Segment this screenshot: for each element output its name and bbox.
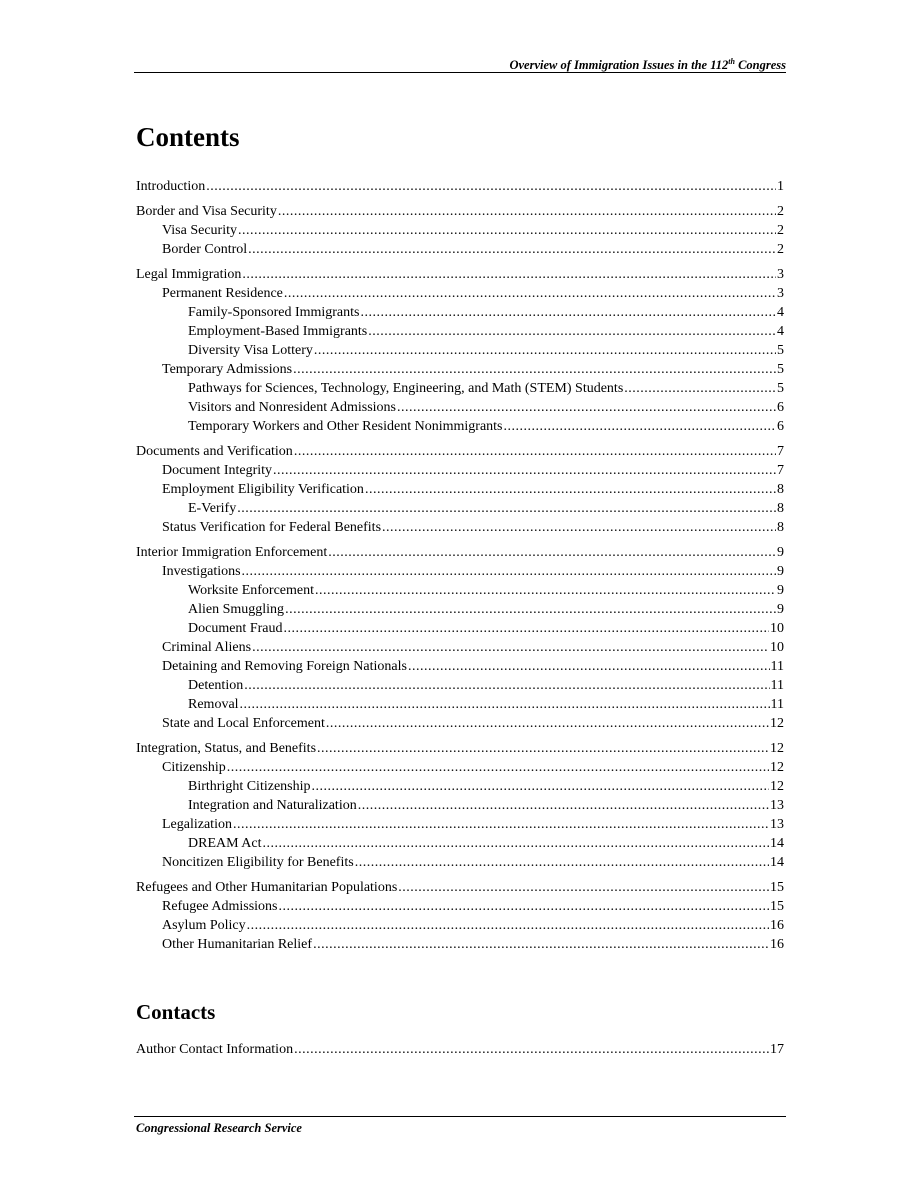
toc-entry-page: 11 <box>770 659 784 674</box>
toc-entry-title: E-Verify <box>188 501 237 516</box>
toc-entry-title: Document Fraud <box>188 621 283 636</box>
toc-entry[interactable] <box>136 177 784 196</box>
toc-entry-title: Removal <box>188 697 239 712</box>
toc-entry-title: Visa Security <box>162 223 237 238</box>
toc-entry-title: Temporary Workers and Other Resident Nonimmigrants <box>188 419 503 434</box>
toc-entry-title: Document Integrity <box>162 463 273 478</box>
toc-entry[interactable] <box>136 221 784 240</box>
toc-leader-dots <box>237 499 776 518</box>
toc-leader-dots <box>408 657 770 676</box>
toc-leader-dots <box>365 480 776 499</box>
toc-entry-title: Temporary Admissions <box>162 362 293 377</box>
toc-entry-page: 9 <box>777 602 784 617</box>
toc-entry-title: Detention <box>188 678 244 693</box>
toc-entry-page: 8 <box>777 482 784 497</box>
toc-leader-dots <box>244 676 769 695</box>
toc-leader-dots <box>397 398 776 417</box>
toc-entry[interactable] <box>136 853 784 872</box>
toc-entry[interactable] <box>136 695 784 714</box>
toc-entry[interactable] <box>136 676 784 695</box>
toc-entry-title: DREAM Act <box>188 836 262 851</box>
toc-entry-page: 6 <box>777 400 784 415</box>
toc-leader-dots <box>314 341 776 360</box>
toc-entry-page: 11 <box>770 697 784 712</box>
toc-entry[interactable] <box>136 935 784 954</box>
toc-entry[interactable] <box>136 1040 784 1059</box>
toc-entry-title: Interior Immigration Enforcement <box>136 545 328 560</box>
toc-entry-page: 15 <box>770 899 784 914</box>
toc-entry-page: 7 <box>777 444 784 459</box>
toc-entry-page: 11 <box>770 678 784 693</box>
toc-leader-dots <box>248 240 776 259</box>
header-divider <box>134 72 786 73</box>
toc-entry-title: State and Local Enforcement <box>162 716 325 731</box>
toc-entry-title: Pathways for Sciences, Technology, Engineering, and Math (STEM) Students <box>188 381 624 396</box>
toc-entry-page: 14 <box>770 836 784 851</box>
toc-entry-page: 5 <box>777 362 784 377</box>
toc-entry[interactable] <box>136 878 784 897</box>
toc-entry-title: Diversity Visa Lottery <box>188 343 313 358</box>
toc-leader-dots <box>252 638 769 657</box>
toc-entry-page: 12 <box>770 716 784 731</box>
toc-entry-title: Integration and Naturalization <box>188 798 357 813</box>
toc-entry[interactable] <box>136 398 784 417</box>
toc-entry-title: Criminal Aliens <box>162 640 252 655</box>
toc-entry-page: 2 <box>777 204 784 219</box>
toc-entry-page: 6 <box>777 419 784 434</box>
toc-leader-dots <box>624 379 776 398</box>
toc-entry[interactable] <box>136 562 784 581</box>
toc-entry-title: Other Humanitarian Relief <box>162 937 313 952</box>
toc-entry[interactable] <box>136 834 784 853</box>
toc-entry-page: 9 <box>777 545 784 560</box>
toc-leader-dots <box>206 177 776 196</box>
toc-entry[interactable] <box>136 284 784 303</box>
toc-entry-title: Worksite Enforcement <box>188 583 314 598</box>
toc-entry-title: Alien Smuggling <box>188 602 285 617</box>
toc-leader-dots <box>283 619 769 638</box>
table-of-contents <box>136 177 784 954</box>
toc-entry-page: 5 <box>777 381 784 396</box>
toc-entry[interactable] <box>136 758 784 777</box>
toc-leader-dots <box>328 543 776 562</box>
toc-entry-page: 1 <box>777 179 784 194</box>
toc-entry-title: Legal Immigration <box>136 267 242 282</box>
toc-leader-dots <box>278 202 776 221</box>
toc-entry-page: 9 <box>777 583 784 598</box>
toc-leader-dots <box>279 897 770 916</box>
toc-entry-page: 16 <box>770 937 784 952</box>
toc-entry[interactable] <box>136 777 784 796</box>
toc-leader-dots <box>326 714 769 733</box>
header-title-end: Congress <box>734 58 786 73</box>
contacts-list <box>136 1040 784 1059</box>
toc-leader-dots <box>317 739 769 758</box>
toc-entry[interactable] <box>136 543 784 562</box>
toc-leader-dots <box>368 322 776 341</box>
toc-entry-title: Border Control <box>162 242 248 257</box>
toc-entry[interactable] <box>136 897 784 916</box>
toc-leader-dots <box>293 360 776 379</box>
running-footer: Congressional Research Service <box>136 1121 302 1135</box>
toc-entry-title: Visitors and Nonresident Admissions <box>188 400 396 415</box>
toc-entry-page: 7 <box>777 463 784 478</box>
toc-entry-page: 5 <box>777 343 784 358</box>
toc-leader-dots <box>313 935 769 954</box>
toc-entry[interactable] <box>136 379 784 398</box>
toc-leader-dots <box>263 834 770 853</box>
toc-entry-title: Status Verification for Federal Benefits <box>162 520 382 535</box>
toc-entry-title: Border and Visa Security <box>136 204 277 219</box>
toc-entry-title: Citizenship <box>162 760 226 775</box>
toc-entry[interactable] <box>136 815 784 834</box>
toc-entry[interactable] <box>136 322 784 341</box>
toc-entry[interactable] <box>136 619 784 638</box>
header-title: Overview of Immigration Issues in the 112 <box>509 58 729 73</box>
toc-leader-dots <box>504 417 776 436</box>
toc-entry[interactable] <box>136 240 784 259</box>
toc-entry[interactable] <box>136 202 784 221</box>
toc-entry[interactable] <box>136 796 784 815</box>
toc-entry[interactable] <box>136 417 784 436</box>
toc-entry[interactable] <box>136 600 784 619</box>
toc-entry-title: Detaining and Removing Foreign Nationals <box>162 659 407 674</box>
contacts-heading: Contacts <box>136 1000 216 1024</box>
toc-leader-dots <box>273 461 776 480</box>
toc-entry-page: 8 <box>777 520 784 535</box>
toc-entry-page: 3 <box>777 286 784 301</box>
toc-leader-dots <box>227 758 769 777</box>
toc-entry-title: Author Contact Information <box>136 1042 294 1057</box>
toc-leader-dots <box>398 878 769 897</box>
toc-entry-page: 17 <box>770 1042 784 1057</box>
toc-entry-title: Asylum Policy <box>162 918 246 933</box>
toc-entry-title: Employment-Based Immigrants <box>188 324 368 339</box>
toc-leader-dots <box>242 562 776 581</box>
toc-entry[interactable] <box>136 916 784 935</box>
toc-entry[interactable] <box>136 341 784 360</box>
toc-entry[interactable] <box>136 499 784 518</box>
toc-entry-page: 2 <box>777 223 784 238</box>
toc-leader-dots <box>382 518 776 537</box>
toc-entry[interactable] <box>136 518 784 537</box>
toc-entry-title: Introduction <box>136 179 206 194</box>
toc-entry-page: 16 <box>770 918 784 933</box>
toc-leader-dots <box>247 916 769 935</box>
toc-entry-page: 10 <box>770 640 784 655</box>
toc-entry-title: Integration, Status, and Benefits <box>136 741 317 756</box>
toc-leader-dots <box>285 600 776 619</box>
toc-entry-title: Noncitizen Eligibility for Benefits <box>162 855 354 870</box>
toc-entry-page: 15 <box>770 880 784 895</box>
toc-entry-page: 8 <box>777 501 784 516</box>
toc-entry-page: 14 <box>770 855 784 870</box>
toc-entry[interactable] <box>136 714 784 733</box>
toc-entry[interactable] <box>136 657 784 676</box>
toc-entry-page: 13 <box>770 798 784 813</box>
toc-entry-page: 4 <box>777 324 784 339</box>
toc-entry-title: Permanent Residence <box>162 286 283 301</box>
toc-leader-dots <box>294 442 776 461</box>
toc-entry-page: 3 <box>777 267 784 282</box>
toc-leader-dots <box>358 796 769 815</box>
toc-entry-title: Refugee Admissions <box>162 899 278 914</box>
toc-entry-page: 12 <box>770 741 784 756</box>
toc-leader-dots <box>312 777 770 796</box>
footer-divider <box>134 1116 786 1117</box>
toc-entry[interactable] <box>136 581 784 600</box>
contents-heading: Contents <box>136 122 240 152</box>
toc-leader-dots <box>355 853 769 872</box>
toc-entry[interactable] <box>136 303 784 322</box>
toc-entry-title: Employment Eligibility Verification <box>162 482 364 497</box>
toc-entry[interactable] <box>136 265 784 284</box>
toc-entry-page: 13 <box>770 817 784 832</box>
toc-entry[interactable] <box>136 480 784 499</box>
toc-entry-title: Documents and Verification <box>136 444 293 459</box>
toc-entry[interactable] <box>136 442 784 461</box>
toc-entry[interactable] <box>136 638 784 657</box>
toc-leader-dots <box>294 1040 769 1059</box>
toc-entry-title: Refugees and Other Humanitarian Populations <box>136 880 398 895</box>
toc-leader-dots <box>242 265 776 284</box>
toc-leader-dots <box>284 284 776 303</box>
running-header <box>509 57 786 73</box>
toc-entry[interactable] <box>136 739 784 758</box>
toc-entry-page: 2 <box>777 242 784 257</box>
toc-leader-dots <box>238 221 776 240</box>
toc-entry-title: Legalization <box>162 817 232 832</box>
toc-entry-page: 10 <box>770 621 784 636</box>
toc-entry-page: 9 <box>777 564 784 579</box>
toc-entry-title: Birthright Citizenship <box>188 779 311 794</box>
toc-leader-dots <box>240 695 770 714</box>
toc-entry[interactable] <box>136 360 784 379</box>
toc-entry-page: 4 <box>777 305 784 320</box>
toc-entry-title: Investigations <box>162 564 241 579</box>
toc-entry-page: 12 <box>770 760 784 775</box>
toc-leader-dots <box>233 815 769 834</box>
toc-leader-dots <box>315 581 776 600</box>
toc-entry-page: 12 <box>770 779 784 794</box>
header-title-superscript: th <box>728 57 735 66</box>
toc-entry-title: Family-Sponsored Immigrants <box>188 305 360 320</box>
toc-entry[interactable] <box>136 461 784 480</box>
toc-leader-dots <box>361 303 777 322</box>
